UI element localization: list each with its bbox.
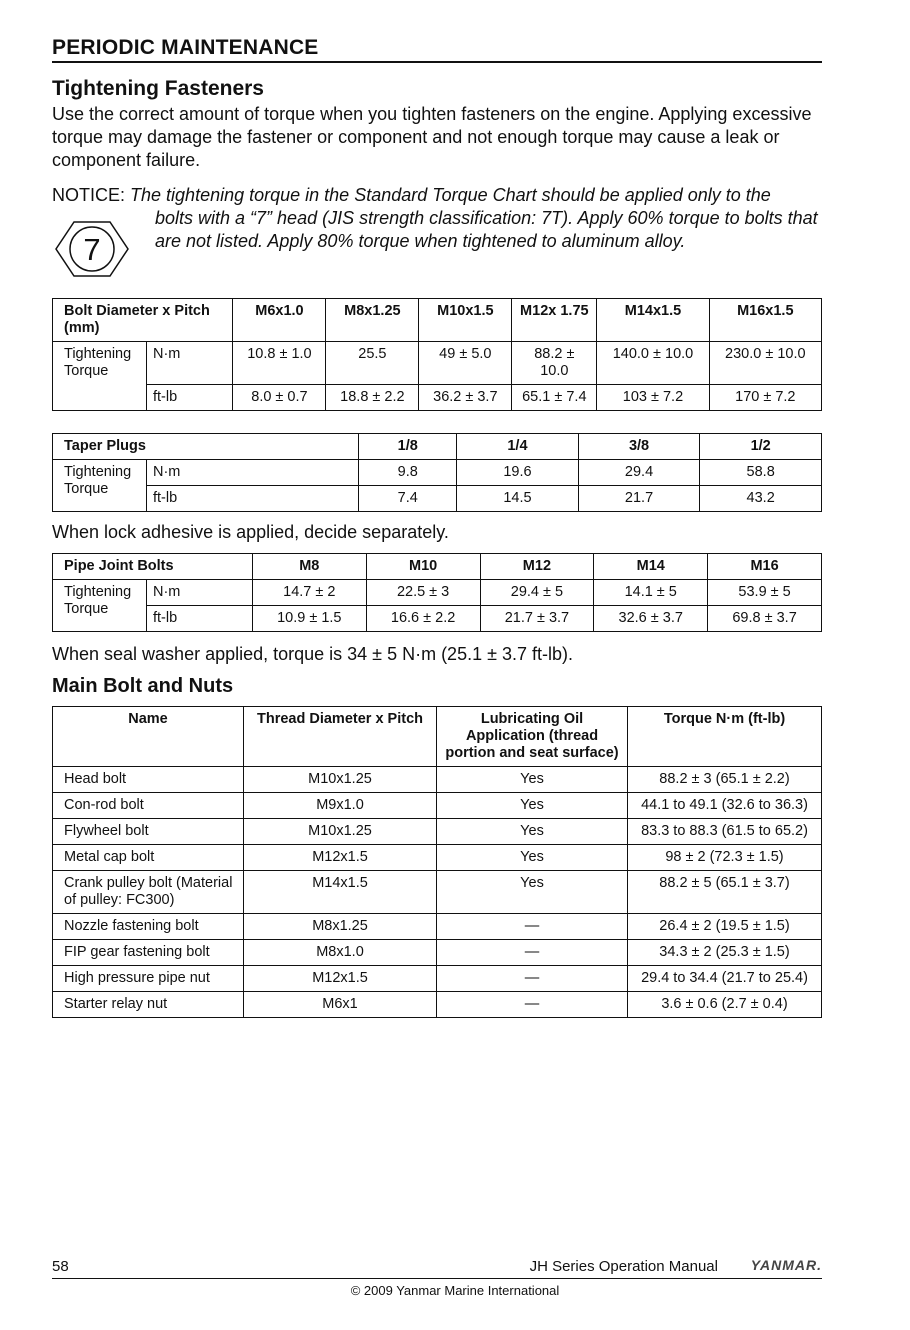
torque-cell: 22.5 ± 3: [366, 580, 480, 606]
main-oil-cell: Yes: [437, 793, 628, 819]
pipe-size-header: M14: [594, 554, 708, 580]
main-torque-cell: 26.4 ± 2 (19.5 ± 1.5): [628, 914, 822, 940]
torque-cell: 170 ± 7.2: [709, 385, 821, 411]
taper-size-header: 3/8: [578, 434, 700, 460]
unit-label: N·m: [147, 342, 233, 385]
taper-header-label: Taper Plugs: [53, 434, 359, 460]
bolt-header-label: Bolt Diameter x Pitch (mm): [53, 299, 233, 342]
main-thread-cell: M12x1.5: [244, 845, 437, 871]
torque-cell: 9.8: [359, 460, 457, 486]
section-header: PERIODIC MAINTENANCE: [52, 36, 822, 63]
torque-cell: 53.9 ± 5: [708, 580, 822, 606]
bolt-size-header: M8x1.25: [326, 299, 419, 342]
tightening-intro: Use the correct amount of torque when you tighten fasteners on the engine. Applying excessive torque may damage the fastener or component and not enough torque may cause a leak or component failure.: [52, 104, 812, 170]
bolt-size-header: M16x1.5: [709, 299, 821, 342]
pipe-size-header: M16: [708, 554, 822, 580]
main-col-header: Name: [53, 707, 244, 767]
main-thread-cell: M6x1: [244, 992, 437, 1018]
main-name-cell: Nozzle fastening bolt: [53, 914, 244, 940]
torque-cell: 88.2 ± 10.0: [512, 342, 597, 385]
main-oil-cell: —: [437, 966, 628, 992]
main-col-header: Torque N·m (ft-lb): [628, 707, 822, 767]
main-thread-cell: M10x1.25: [244, 767, 437, 793]
yanmar-logo: YANMAR.: [750, 1257, 822, 1273]
bolt-size-header: M6x1.0: [233, 299, 326, 342]
bolt-size-header: M14x1.5: [597, 299, 709, 342]
bolt-torque-table: [52, 298, 822, 411]
pipe-size-header: M12: [480, 554, 594, 580]
torque-cell: 21.7 ± 3.7: [480, 606, 594, 632]
table-row: [53, 914, 822, 940]
row-label: Tightening Torque: [53, 580, 147, 632]
torque-cell: 7.4: [359, 486, 457, 512]
table-row: [53, 793, 822, 819]
torque-cell: 43.2: [700, 486, 822, 512]
main-name-cell: Flywheel bolt: [53, 819, 244, 845]
pipe-size-header: M8: [252, 554, 366, 580]
taper-plug-table: [52, 433, 822, 512]
main-torque-cell: 44.1 to 49.1 (32.6 to 36.3): [628, 793, 822, 819]
unit-label: ft-lb: [147, 606, 253, 632]
main-torque-cell: 29.4 to 34.4 (21.7 to 25.4): [628, 966, 822, 992]
torque-cell: 25.5: [326, 342, 419, 385]
torque-cell: 29.4 ± 5: [480, 580, 594, 606]
main-oil-cell: Yes: [437, 767, 628, 793]
main-name-cell: FIP gear fastening bolt: [53, 940, 244, 966]
main-thread-cell: M14x1.5: [244, 871, 437, 914]
main-torque-cell: 3.6 ± 0.6 (2.7 ± 0.4): [628, 992, 822, 1018]
table-row: [53, 845, 822, 871]
seal-washer-note: When seal washer applied, torque is 34 ± 5 N·m (25.1 ± 3.7 ft-lb).: [52, 644, 573, 664]
notice-text-rest: bolts with a “7” head (JIS strength classification: 7T). Apply 60% torque to bolts that are not listed. Apply 80% torque when tightened to aluminum alloy.: [155, 208, 818, 251]
bolt-size-header: M12x 1.75: [512, 299, 597, 342]
main-oil-cell: Yes: [437, 871, 628, 914]
torque-cell: 10.8 ± 1.0: [233, 342, 326, 385]
unit-label: ft-lb: [147, 486, 359, 512]
bolt-size-header: M10x1.5: [419, 299, 512, 342]
torque-cell: 65.1 ± 7.4: [512, 385, 597, 411]
main-col-header: Lubricating Oil Application (thread portion and seat surface): [437, 707, 628, 767]
main-name-cell: Crank pulley bolt (Material of pulley: FC300): [53, 871, 244, 914]
row-label: Tightening Torque: [53, 342, 147, 411]
torque-cell: 29.4: [578, 460, 700, 486]
unit-label: ft-lb: [147, 385, 233, 411]
torque-cell: 58.8: [700, 460, 822, 486]
lock-adhesive-note: When lock adhesive is applied, decide separately.: [52, 522, 449, 542]
table-row: [53, 966, 822, 992]
unit-label: N·m: [147, 580, 253, 606]
manual-page: [52, 36, 822, 1018]
torque-cell: 49 ± 5.0: [419, 342, 512, 385]
tightening-title: Tightening Fasteners: [52, 77, 264, 100]
main-oil-cell: Yes: [437, 819, 628, 845]
torque-cell: 69.8 ± 3.7: [708, 606, 822, 632]
main-bolt-table: [52, 706, 822, 1018]
torque-cell: 8.0 ± 0.7: [233, 385, 326, 411]
torque-cell: 21.7: [578, 486, 700, 512]
unit-label: N·m: [147, 460, 359, 486]
row-label: Tightening Torque: [53, 460, 147, 512]
taper-size-header: 1/8: [359, 434, 457, 460]
notice-label: NOTICE:: [52, 185, 126, 205]
main-oil-cell: —: [437, 914, 628, 940]
main-thread-cell: M12x1.5: [244, 966, 437, 992]
main-oil-cell: —: [437, 992, 628, 1018]
copyright: © 2009 Yanmar Marine International: [350, 1283, 560, 1298]
main-thread-cell: M9x1.0: [244, 793, 437, 819]
torque-cell: 140.0 ± 10.0: [597, 342, 709, 385]
taper-size-header: 1/2: [700, 434, 822, 460]
notice-text-line1: The tightening torque in the Standard Torque Chart should be applied only to the: [130, 185, 771, 205]
torque-cell: 19.6: [457, 460, 579, 486]
hex-bolt-7-icon: [52, 218, 132, 280]
main-thread-cell: M8x1.25: [244, 914, 437, 940]
torque-cell: 14.7 ± 2: [252, 580, 366, 606]
taper-size-header: 1/4: [457, 434, 579, 460]
main-name-cell: Con-rod bolt: [53, 793, 244, 819]
torque-cell: 16.6 ± 2.2: [366, 606, 480, 632]
main-thread-cell: M10x1.25: [244, 819, 437, 845]
main-oil-cell: Yes: [437, 845, 628, 871]
main-torque-cell: 88.2 ± 5 (65.1 ± 3.7): [628, 871, 822, 914]
torque-cell: 14.5: [457, 486, 579, 512]
bolt-symbol-number: 7: [83, 232, 101, 267]
torque-cell: 32.6 ± 3.7: [594, 606, 708, 632]
table-row: [53, 871, 822, 914]
torque-cell: 36.2 ± 3.7: [419, 385, 512, 411]
main-torque-cell: 98 ± 2 (72.3 ± 1.5): [628, 845, 822, 871]
manual-title: JH Series Operation Manual: [529, 1258, 718, 1275]
pipe-header-label: Pipe Joint Bolts: [53, 554, 253, 580]
main-bolt-title: Main Bolt and Nuts: [52, 675, 234, 697]
main-torque-cell: 34.3 ± 2 (25.3 ± 1.5): [628, 940, 822, 966]
main-col-header: Thread Diameter x Pitch: [244, 707, 437, 767]
main-name-cell: High pressure pipe nut: [53, 966, 244, 992]
table-row: [53, 940, 822, 966]
notice-block: [52, 184, 822, 280]
torque-cell: 10.9 ± 1.5: [252, 606, 366, 632]
page-footer: [52, 1256, 822, 1279]
torque-cell: 14.1 ± 5: [594, 580, 708, 606]
main-oil-cell: —: [437, 940, 628, 966]
pipe-joint-table: [52, 553, 822, 632]
main-torque-cell: 88.2 ± 3 (65.1 ± 2.2): [628, 767, 822, 793]
main-name-cell: Starter relay nut: [53, 992, 244, 1018]
page-number: 58: [52, 1258, 69, 1275]
table-row: [53, 819, 822, 845]
main-thread-cell: M8x1.0: [244, 940, 437, 966]
pipe-size-header: M10: [366, 554, 480, 580]
main-torque-cell: 83.3 to 88.3 (61.5 to 65.2): [628, 819, 822, 845]
torque-cell: 103 ± 7.2: [597, 385, 709, 411]
main-name-cell: Head bolt: [53, 767, 244, 793]
table-row: [53, 992, 822, 1018]
torque-cell: 18.8 ± 2.2: [326, 385, 419, 411]
main-name-cell: Metal cap bolt: [53, 845, 244, 871]
torque-cell: 230.0 ± 10.0: [709, 342, 821, 385]
table-row: [53, 767, 822, 793]
